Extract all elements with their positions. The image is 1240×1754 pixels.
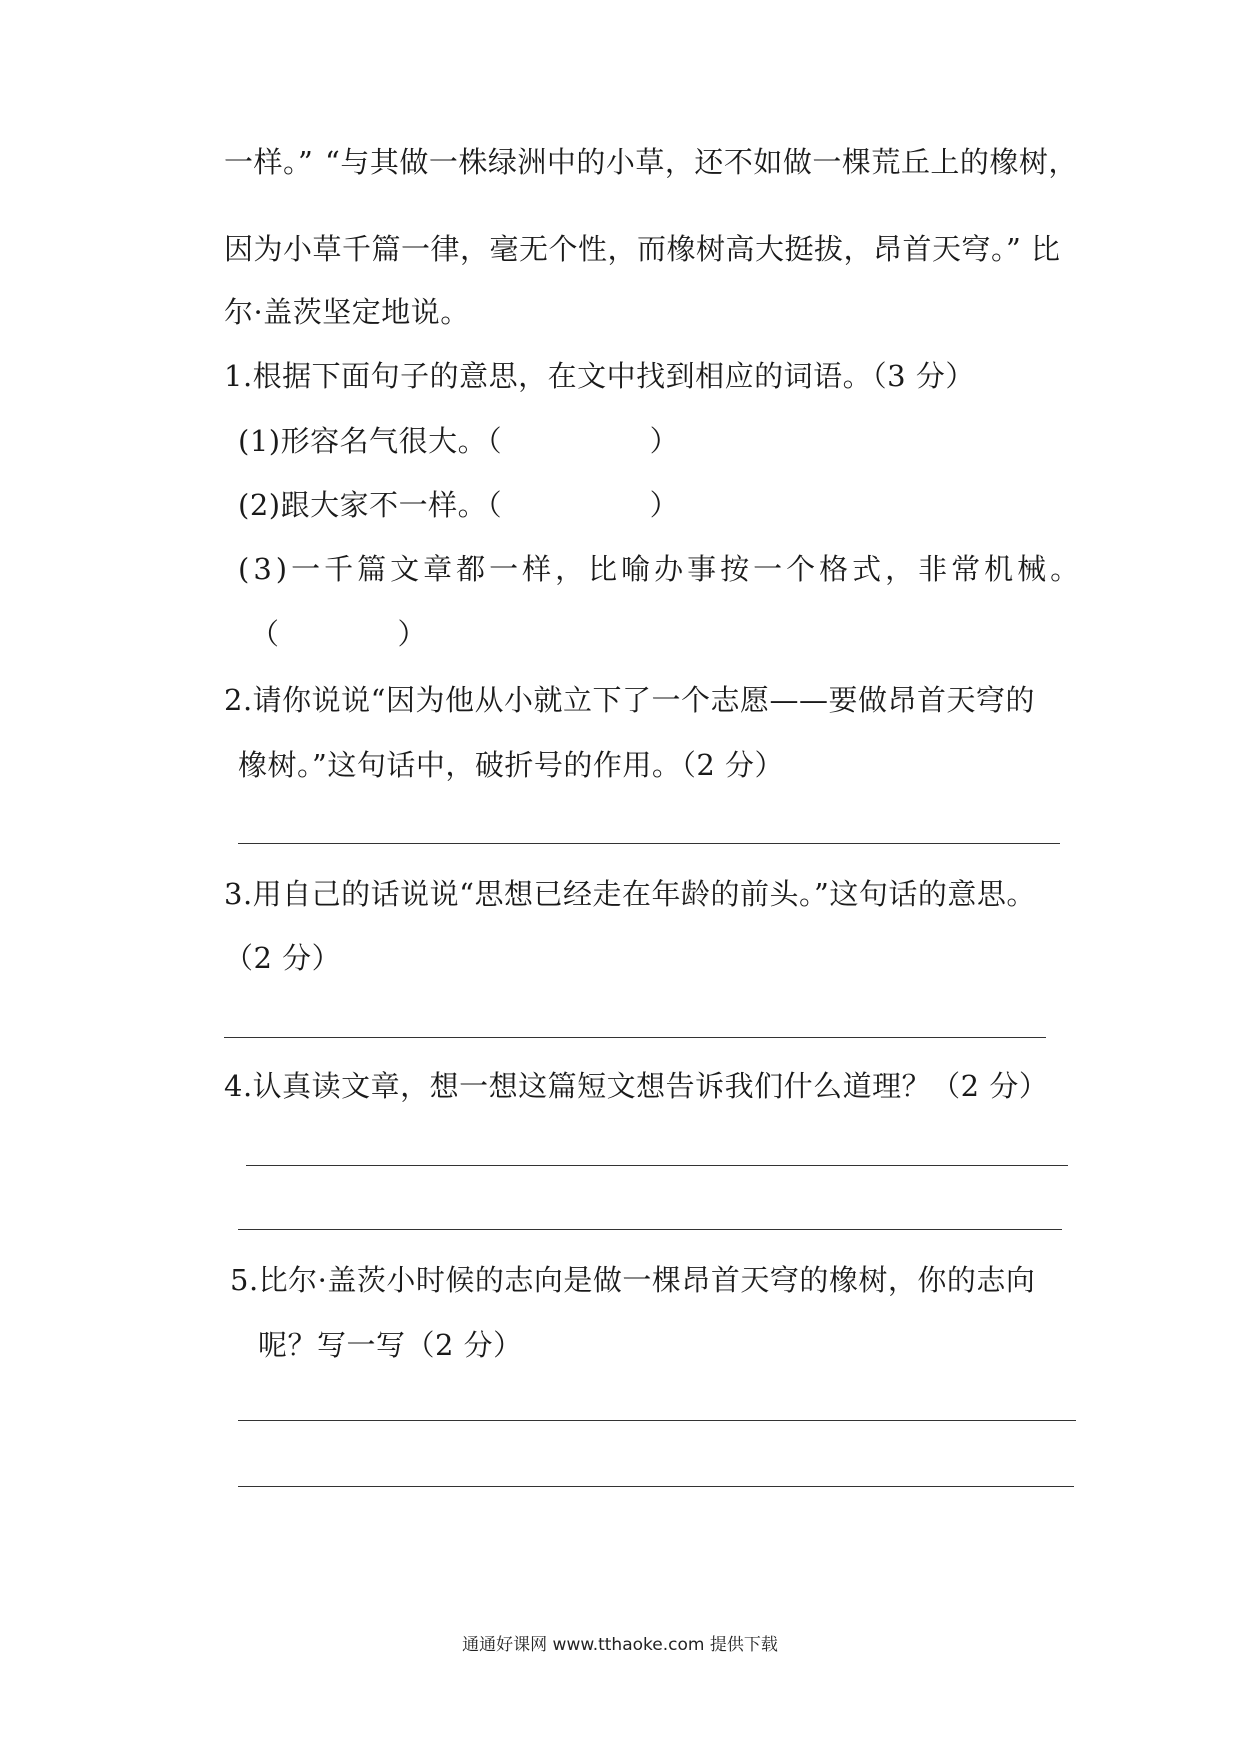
footer-credit: 通通好课网 www.tthaoke.com 提供下载 — [462, 1635, 778, 1655]
question-2-answer-line[interactable] — [238, 843, 1060, 844]
question-5-answer-line-1[interactable] — [238, 1420, 1076, 1421]
question-5-line-2: 呢？写一写（2 分） — [258, 1328, 523, 1362]
question-1-stem: 1.根据下面句子的意思，在文中找到相应的词语。（3 分） — [224, 359, 975, 393]
question-1-item-2: (2)跟大家不一样。（ ） — [238, 488, 680, 522]
question-4-line-1: 4.认真读文章，想一想这篇短文想告诉我们什么道理？（2 分） — [224, 1069, 1049, 1103]
passage-line-1: 一样。” “与其做一株绿洲中的小草，还不如做一棵荒丘上的橡树， — [224, 145, 1078, 179]
question-3-line-2: （2 分） — [224, 941, 342, 975]
question-4-answer-line-1[interactable] — [246, 1165, 1068, 1166]
passage-line-3: 尔·盖茨坚定地说。 — [224, 295, 470, 329]
question-1-item-3: (3)一千篇文章都一样，比喻办事按一个格式，非常机械。 — [238, 552, 1084, 586]
question-5-answer-line-2[interactable] — [238, 1486, 1074, 1487]
passage-line-2: 因为小草千篇一律，毫无个性，而橡树高大挺拔，昂首天穹。” 比 — [224, 232, 1061, 266]
question-5-line-1: 5.比尔·盖茨小时候的志向是做一棵昂首天穹的橡树，你的志向 — [230, 1263, 1036, 1297]
question-4-answer-line-2[interactable] — [238, 1229, 1062, 1230]
question-1-item-1: (1)形容名气很大。（ ） — [238, 424, 680, 458]
question-1-item-3-blank[interactable]: （ ） — [250, 617, 428, 651]
question-3-answer-line[interactable] — [224, 1037, 1046, 1038]
question-3-line-1: 3.用自己的话说说“思想已经走在年龄的前头。”这句话的意思。 — [224, 877, 1036, 911]
question-2-line-2: 橡树。”这句话中，破折号的作用。（2 分） — [238, 748, 784, 782]
question-2-line-1: 2.请你说说“因为他从小就立下了一个志愿——要做昂首天穹的 — [224, 683, 1035, 717]
